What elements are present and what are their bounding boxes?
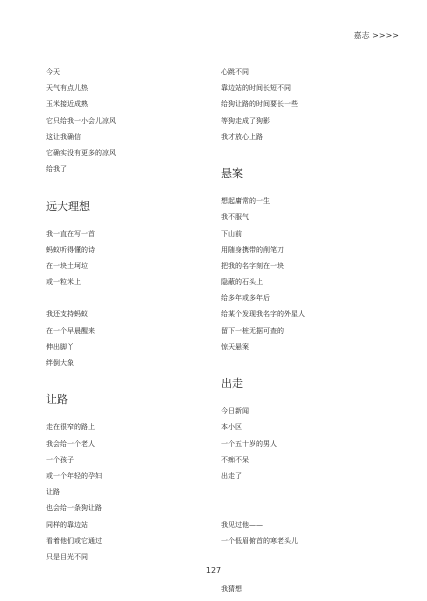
poem-line: 今天 [46,68,60,76]
stanza-gap [221,145,401,161]
poem-title: 悬案 [221,167,243,181]
poem-line: 我一直在写一首 [46,229,95,238]
stanza-gap [221,549,401,565]
poem-line: 不痴不呆 [221,455,249,464]
poem-line: 蚂蚁听得懂的诗 [46,245,95,254]
poem-title: 远大理想 [46,199,90,213]
poem-line: 玉米接近成熟 [46,100,88,109]
poem-line: 想起庸常的一生 [221,197,270,206]
poem-line: 也会给一条狗让路 [46,504,102,513]
stanza-gap [221,484,401,500]
poem-line: 看着他们或它通过 [46,536,102,545]
poem-line: 伸出脚丫 [46,342,74,351]
stanza-gap [46,371,206,387]
poem-line: 给我了 [46,165,67,174]
poem-line: 靠边站的时间长短不同 [221,84,291,93]
poem-line: 我见过他—— [221,520,263,529]
poem-line: 我不服气 [221,213,249,222]
poem-line: 绊倒大象 [46,359,74,367]
poem-line: 给多年或多年后 [221,294,270,303]
poem-line: 在一块土坷垃 [46,261,88,270]
poem-line: 等狗走成了狗影 [221,116,270,125]
poem-line: 给狗让路的时间要长一些 [221,100,298,109]
poem-line: 我还支持蚂蚁 [46,310,88,319]
poem-line: 让路 [46,488,60,497]
poem-line: 天气有点儿热 [46,84,88,93]
poem-line: 或一个年轻的孕妇 [46,471,102,480]
poem-line: 一个孩子 [46,455,74,464]
poem-title: 让路 [46,393,68,407]
poem-line: 下山前 [221,229,242,238]
poem-line: 惊天悬案 [221,342,249,351]
poem-line: 隐蔽的石头上 [221,278,263,287]
poem-line: 我猜想 [221,585,242,594]
poem-line: 只是目光不同 [46,552,88,561]
poem-line: 或一粒米上 [46,278,81,287]
stanza-gap [46,177,206,193]
poem-line: 走在很窄的路上 [46,423,95,432]
poem-line: 我才放心上路 [221,132,263,141]
poem-line: 把我的名字刻在一块 [221,261,284,270]
poem-line: 它确实没有更多的凉风 [46,148,116,157]
poem-line: 本小区 [221,423,242,432]
poem-line: 出走了 [221,471,242,480]
poem-line: 同样的靠边站 [46,520,88,529]
poem-line: 给某个发现我名字的外星人 [221,310,305,319]
poem-line: 一个低眉俯首的寒老头儿 [221,536,298,545]
poem-line: 用随身携带的削笔刀 [221,245,284,254]
right-column [221,64,401,597]
poem-line: 我会给一个老人 [46,439,95,448]
poem-line: 这让我确信 [46,132,81,141]
poem-title: 出走 [221,377,243,391]
poem-line: 它只给我一小会儿凉风 [46,116,116,125]
stanza-gap [221,500,401,516]
running-header: 嘉志 >>>> [353,31,399,40]
poem-line: 今日新闻 [221,407,249,416]
stanza-gap [221,355,401,371]
poem-line: 留下一桩无据可查的 [221,326,284,335]
left-column [46,64,206,565]
page-number: 127 [205,566,222,575]
poem-line: 心跳不同 [221,68,249,76]
poem-line: 在一个早晨醒来 [46,326,95,335]
poem-line: 一个五十岁的男人 [221,439,277,448]
stanza-gap [46,290,206,306]
